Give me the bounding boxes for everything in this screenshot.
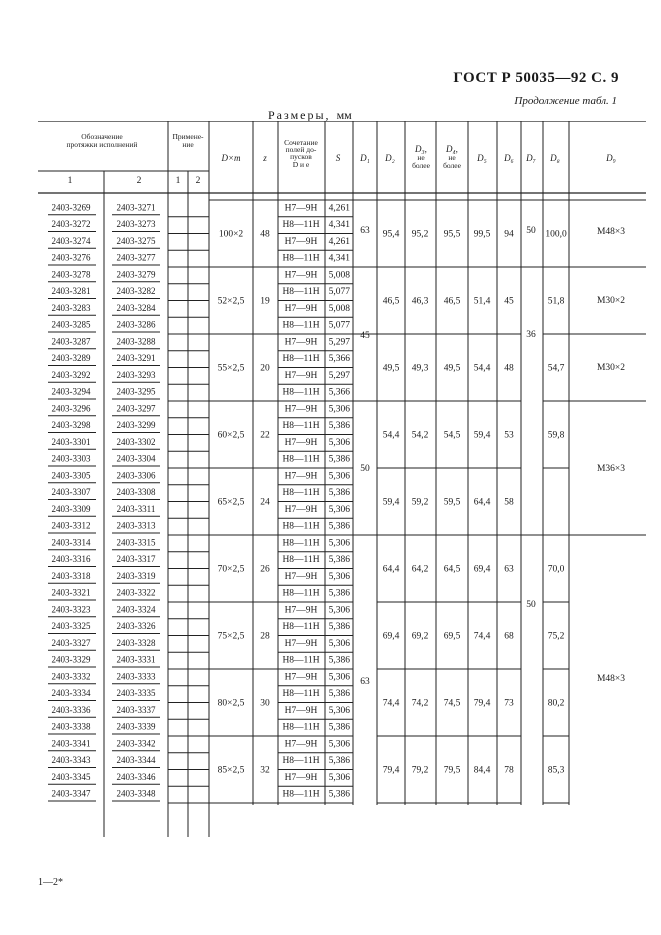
- d9-value-e: M48×3: [596, 674, 626, 684]
- d6-value: 53: [504, 430, 514, 441]
- s-value: 4,261: [328, 203, 350, 214]
- designation-1: 2403-3287: [51, 336, 91, 347]
- tolerance-combination: H7—9H: [284, 236, 318, 247]
- d7-value-b: 36: [526, 330, 536, 340]
- d4-value: 64,5: [443, 564, 461, 575]
- designation-1: 2403-3278: [51, 269, 91, 280]
- s-value: 5,306: [328, 638, 350, 649]
- designation-2: 2403-3308: [116, 487, 156, 498]
- designation-2: 2403-3271: [116, 202, 156, 213]
- designation-1: 2403-3272: [51, 219, 91, 230]
- designation-2: 2403-3331: [116, 654, 156, 665]
- d8-value: 80,2: [547, 698, 565, 709]
- dxm-value: 85×2,5: [217, 765, 245, 776]
- d8-value: 85,3: [547, 765, 565, 776]
- designation-1: 2403-3327: [51, 637, 91, 648]
- designation-2: 2403-3322: [116, 587, 156, 598]
- d5-value: 59,4: [473, 430, 491, 441]
- designation-2: 2403-3304: [116, 453, 156, 464]
- tolerance-combination: H8—11H: [282, 253, 320, 264]
- page-footer: 1—2*: [38, 877, 63, 888]
- tolerance-combination: H8—11H: [282, 488, 320, 499]
- designation-2: 2403-3337: [116, 704, 156, 715]
- d6-value: 78: [504, 765, 514, 776]
- tolerance-combination: H8—11H: [282, 287, 320, 298]
- designation-1: 2403-3269: [51, 202, 91, 213]
- z-value: 28: [260, 631, 270, 642]
- tolerance-combination: H7—9H: [284, 303, 318, 314]
- merged-cells: [360, 226, 625, 687]
- s-value: 5,386: [328, 655, 350, 666]
- d5-value: 69,4: [473, 564, 491, 575]
- d3-value: 59,2: [411, 497, 429, 508]
- designation-2: 2403-3333: [116, 671, 156, 682]
- header-d3-1: D₃,: [415, 144, 427, 154]
- designation-1: 2403-3303: [51, 453, 91, 464]
- tolerance-combination: H8—11H: [282, 722, 320, 733]
- d2-value: 54,4: [382, 430, 400, 441]
- dimensions-table: [38, 121, 646, 837]
- d4-value: 49,5: [443, 363, 461, 374]
- d5-value: 64,4: [473, 497, 491, 508]
- tolerance-combination: H8—11H: [282, 588, 320, 599]
- designation-2: 2403-3326: [116, 621, 156, 632]
- d2-value: 95,4: [382, 229, 400, 240]
- z-value: 22: [260, 430, 270, 441]
- tolerance-combination: H7—9H: [284, 705, 318, 716]
- designation-2: 2403-3297: [116, 403, 156, 414]
- s-value: 4,341: [328, 253, 350, 264]
- tolerance-combination: H7—9H: [284, 404, 318, 415]
- header-combo-3: пусков: [290, 152, 312, 161]
- designation-1: 2403-3318: [51, 570, 91, 581]
- d4-value: 79,5: [443, 765, 461, 776]
- designation-2: 2403-3335: [116, 688, 156, 699]
- d5-value: 99,5: [473, 229, 491, 240]
- s-value: 5,306: [328, 739, 350, 750]
- designation-1: 2403-3316: [51, 554, 91, 565]
- designation-1: 2403-3312: [51, 520, 91, 531]
- s-value: 5,306: [328, 437, 350, 448]
- z-value: 30: [260, 698, 270, 709]
- designation-1: 2403-3298: [51, 420, 91, 431]
- header-z: z: [263, 153, 267, 163]
- z-value: 24: [260, 497, 270, 508]
- header-s: S: [335, 153, 341, 163]
- header-col-2: 2: [136, 176, 142, 186]
- tolerance-combination: H7—9H: [284, 571, 318, 582]
- header-d9: D₉: [606, 153, 616, 163]
- s-value: 4,341: [328, 220, 350, 231]
- d4-value: 69,5: [443, 631, 461, 642]
- designation-1: 2403-3309: [51, 503, 91, 514]
- designation-2: 2403-3319: [116, 570, 156, 581]
- designation-2: 2403-3288: [116, 336, 156, 347]
- designation-2: 2403-3284: [116, 302, 156, 313]
- s-value: 5,386: [328, 789, 350, 800]
- d2-value: 59,4: [382, 497, 400, 508]
- header-designation-1: Обозначение: [81, 132, 123, 141]
- tolerance-combination: H7—9H: [284, 203, 318, 214]
- tolerance-combination: H8—11H: [282, 421, 320, 432]
- z-value: 32: [260, 765, 270, 776]
- d8-value: 70,0: [547, 564, 565, 575]
- tolerance-combination: H8—11H: [282, 387, 320, 398]
- header-d3-3: более: [412, 161, 430, 170]
- header-d8: D₈: [550, 153, 560, 163]
- d5-value: 54,4: [473, 363, 491, 374]
- designation-1: 2403-3305: [51, 470, 91, 481]
- designation-2: 2403-3348: [116, 788, 156, 799]
- designation-1: 2403-3345: [51, 771, 91, 782]
- designation-1: 2403-3325: [51, 621, 91, 632]
- s-value: 5,306: [328, 605, 350, 616]
- designation-1: 2403-3274: [51, 235, 91, 246]
- designation-2: 2403-3317: [116, 554, 156, 565]
- d7-value-a: 50: [526, 226, 536, 236]
- tolerance-combination: H8—11H: [282, 555, 320, 566]
- d8-value: 100,0: [545, 229, 567, 240]
- dxm-value: 55×2,5: [217, 363, 245, 374]
- d9-value-c: M30×2: [596, 363, 626, 373]
- designation-1: 2403-3307: [51, 487, 91, 498]
- s-value: 5,386: [328, 521, 350, 532]
- d1-value-c: 50: [360, 464, 370, 474]
- s-value: 5,008: [328, 270, 350, 281]
- designation-2: 2403-3273: [116, 219, 156, 230]
- designation-2: 2403-3315: [116, 537, 156, 548]
- d3-value: 79,2: [411, 765, 429, 776]
- d9-value-b: M30×2: [596, 296, 626, 306]
- designation-1: 2403-3301: [51, 436, 91, 447]
- s-value: 5,008: [328, 303, 350, 314]
- designation-2: 2403-3275: [116, 235, 156, 246]
- d6-value: 73: [504, 698, 514, 709]
- designation-2: 2403-3311: [116, 503, 156, 514]
- d2-value: 79,4: [382, 765, 400, 776]
- d2-value: 64,4: [382, 564, 400, 575]
- designation-2: 2403-3344: [116, 755, 156, 766]
- header-combo-4: D и e: [292, 160, 310, 169]
- z-value: 19: [260, 296, 270, 307]
- designation-1: 2403-3283: [51, 302, 91, 313]
- d5-value: 79,4: [473, 698, 491, 709]
- designation-1: 2403-3347: [51, 788, 91, 799]
- tolerance-combination: H8—11H: [282, 622, 320, 633]
- tolerance-combination: H8—11H: [282, 454, 320, 465]
- tolerance-combination: H7—9H: [284, 739, 318, 750]
- header-d3-2: не: [417, 153, 425, 162]
- d9-value-d: M36×3: [596, 464, 626, 474]
- d6-value: 94: [504, 229, 514, 240]
- s-value: 5,306: [328, 571, 350, 582]
- designation-1: 2403-3334: [51, 688, 91, 699]
- header-d5: D₅: [477, 153, 487, 163]
- tolerance-combination: H7—9H: [284, 437, 318, 448]
- d4-value: 46,5: [443, 296, 461, 307]
- designation-1: 2403-3336: [51, 704, 91, 715]
- designation-2: 2403-3342: [116, 738, 156, 749]
- s-value: 5,386: [328, 756, 350, 767]
- d3-value: 64,2: [411, 564, 429, 575]
- s-value: 5,386: [328, 421, 350, 432]
- designation-1: 2403-3323: [51, 604, 91, 615]
- tolerance-combination: H8—11H: [282, 789, 320, 800]
- d8-value: 51,8: [547, 296, 565, 307]
- s-value: 5,306: [328, 672, 350, 683]
- d3-value: 69,2: [411, 631, 429, 642]
- s-value: 5,306: [328, 404, 350, 415]
- s-value: 5,366: [328, 387, 350, 398]
- dxm-value: 52×2,5: [217, 296, 245, 307]
- d6-value: 68: [504, 631, 514, 642]
- designation-2: 2403-3291: [116, 353, 156, 364]
- d1-value-d: 63: [360, 677, 370, 687]
- table-header: [67, 132, 616, 186]
- s-value: 5,386: [328, 622, 350, 633]
- d2-value: 74,4: [382, 698, 400, 709]
- d6-value: 45: [504, 296, 514, 307]
- d1-value-a: 63: [360, 226, 370, 236]
- header-d4-1: D₄,: [446, 144, 458, 154]
- d4-value: 74,5: [443, 698, 461, 709]
- d7-value-c: 50: [526, 600, 536, 610]
- d5-value: 84,4: [473, 765, 491, 776]
- tolerance-combination: H7—9H: [284, 605, 318, 616]
- d3-value: 46,3: [411, 296, 429, 307]
- header-applicability-2: ние: [182, 140, 194, 149]
- d6-value: 58: [504, 497, 514, 508]
- s-value: 5,306: [328, 538, 350, 549]
- d3-value: 49,3: [411, 363, 429, 374]
- header-d7: D₇: [526, 153, 536, 163]
- z-value: 26: [260, 564, 270, 575]
- table-continuation-note: Продолжение табл. 1: [514, 95, 617, 107]
- designation-2: 2403-3295: [116, 386, 156, 397]
- designation-1: 2403-3314: [51, 537, 91, 548]
- header-d2: D₂: [385, 153, 395, 163]
- designation-2: 2403-3282: [116, 286, 156, 297]
- d3-value: 95,2: [411, 229, 429, 240]
- dxm-value: 60×2,5: [217, 430, 245, 441]
- s-value: 5,386: [328, 722, 350, 733]
- d2-value: 69,4: [382, 631, 400, 642]
- designation-1: 2403-3332: [51, 671, 91, 682]
- s-value: 5,386: [328, 588, 350, 599]
- designation-2: 2403-3313: [116, 520, 156, 531]
- tolerance-combination: H8—11H: [282, 320, 320, 331]
- header-designation-2: протяжки исполнений: [66, 140, 138, 149]
- designation-1: 2403-3329: [51, 654, 91, 665]
- d4-value: 59,5: [443, 497, 461, 508]
- designation-1: 2403-3338: [51, 721, 91, 732]
- designation-1: 2403-3289: [51, 353, 91, 364]
- header-combo-2: полей до-: [285, 145, 317, 154]
- dxm-value: 80×2,5: [217, 698, 245, 709]
- dxm-value: 65×2,5: [217, 497, 245, 508]
- tolerance-combination: H8—11H: [282, 538, 320, 549]
- s-value: 5,306: [328, 772, 350, 783]
- tolerance-combination: H7—9H: [284, 370, 318, 381]
- d2-value: 46,5: [382, 296, 400, 307]
- d8-value: 54,7: [547, 363, 565, 374]
- tolerance-combination: H7—9H: [284, 471, 318, 482]
- tolerance-combination: H7—9H: [284, 672, 318, 683]
- designation-1: 2403-3281: [51, 286, 91, 297]
- designation-2: 2403-3286: [116, 319, 156, 330]
- s-value: 5,297: [328, 337, 350, 348]
- s-value: 5,386: [328, 488, 350, 499]
- tolerance-combination: H8—11H: [282, 689, 320, 700]
- header-d4-3: более: [443, 161, 461, 170]
- s-value: 5,366: [328, 354, 350, 365]
- header-d6: D₆: [504, 153, 514, 163]
- designation-2: 2403-3279: [116, 269, 156, 280]
- tolerance-combination: H7—9H: [284, 638, 318, 649]
- s-value: 5,077: [328, 287, 350, 298]
- d3-value: 74,2: [411, 698, 429, 709]
- z-value: 48: [260, 229, 270, 240]
- dxm-value: 70×2,5: [217, 564, 245, 575]
- designation-1: 2403-3285: [51, 319, 91, 330]
- s-value: 4,261: [328, 236, 350, 247]
- header-dxm: D×m: [221, 153, 241, 163]
- s-value: 5,306: [328, 705, 350, 716]
- d1-value-b: 45: [360, 331, 370, 341]
- d6-value: 63: [504, 564, 514, 575]
- tolerance-combination: H7—9H: [284, 270, 318, 281]
- designation-1: 2403-3292: [51, 369, 91, 380]
- header-applicability-1: Примене-: [172, 132, 204, 141]
- designation-2: 2403-3302: [116, 436, 156, 447]
- designation-1: 2403-3296: [51, 403, 91, 414]
- s-value: 5,077: [328, 320, 350, 331]
- d8-value: 59,8: [547, 430, 565, 441]
- s-value: 5,386: [328, 555, 350, 566]
- header-app-1: 1: [175, 176, 181, 186]
- designation-1: 2403-3343: [51, 755, 91, 766]
- designation-2: 2403-3324: [116, 604, 156, 615]
- tolerance-combination: H8—11H: [282, 655, 320, 666]
- dxm-value: 100×2: [218, 229, 244, 240]
- s-value: 5,297: [328, 370, 350, 381]
- d2-value: 49,5: [382, 363, 400, 374]
- s-value: 5,306: [328, 504, 350, 515]
- d3-value: 54,2: [411, 430, 429, 441]
- tolerance-combination: H8—11H: [282, 354, 320, 365]
- header-col-1: 1: [67, 176, 73, 186]
- designation-2: 2403-3346: [116, 771, 156, 782]
- designation-1: 2403-3341: [51, 738, 91, 749]
- designation-2: 2403-3339: [116, 721, 156, 732]
- d4-value: 95,5: [443, 229, 461, 240]
- designation-1: 2403-3294: [51, 386, 91, 397]
- tolerance-combination: H8—11H: [282, 220, 320, 231]
- d8-value: 75,2: [547, 631, 565, 642]
- tolerance-combination: H7—9H: [284, 504, 318, 515]
- designation-2: 2403-3299: [116, 420, 156, 431]
- z-value: 20: [260, 363, 270, 374]
- d4-value: 54,5: [443, 430, 461, 441]
- s-value: 5,386: [328, 689, 350, 700]
- designation-2: 2403-3328: [116, 637, 156, 648]
- d9-value-a: M48×3: [596, 227, 626, 237]
- designation-1: 2403-3276: [51, 252, 91, 263]
- designation-2: 2403-3293: [116, 369, 156, 380]
- tolerance-combination: H7—9H: [284, 772, 318, 783]
- d5-value: 51,4: [473, 296, 491, 307]
- dxm-value: 75×2,5: [217, 631, 245, 642]
- header-d1: D₁: [360, 153, 370, 163]
- designation-1: 2403-3321: [51, 587, 91, 598]
- tolerance-combination: H7—9H: [284, 337, 318, 348]
- designation-2: 2403-3306: [116, 470, 156, 481]
- header-app-2: 2: [195, 176, 201, 186]
- d5-value: 74,4: [473, 631, 491, 642]
- sizes-unit: мм: [336, 108, 352, 122]
- tolerance-combination: H8—11H: [282, 521, 320, 532]
- page-header-title: ГОСТ Р 50035—92 С. 9: [453, 70, 619, 86]
- designation-2: 2403-3277: [116, 252, 156, 263]
- header-combo-1: Сочетание: [284, 138, 318, 147]
- tolerance-combination: H8—11H: [282, 756, 320, 767]
- sizes-label: Размеры,: [268, 108, 331, 122]
- d6-value: 48: [504, 363, 514, 374]
- s-value: 5,386: [328, 454, 350, 465]
- s-value: 5,306: [328, 471, 350, 482]
- header-d4-2: не: [448, 153, 456, 162]
